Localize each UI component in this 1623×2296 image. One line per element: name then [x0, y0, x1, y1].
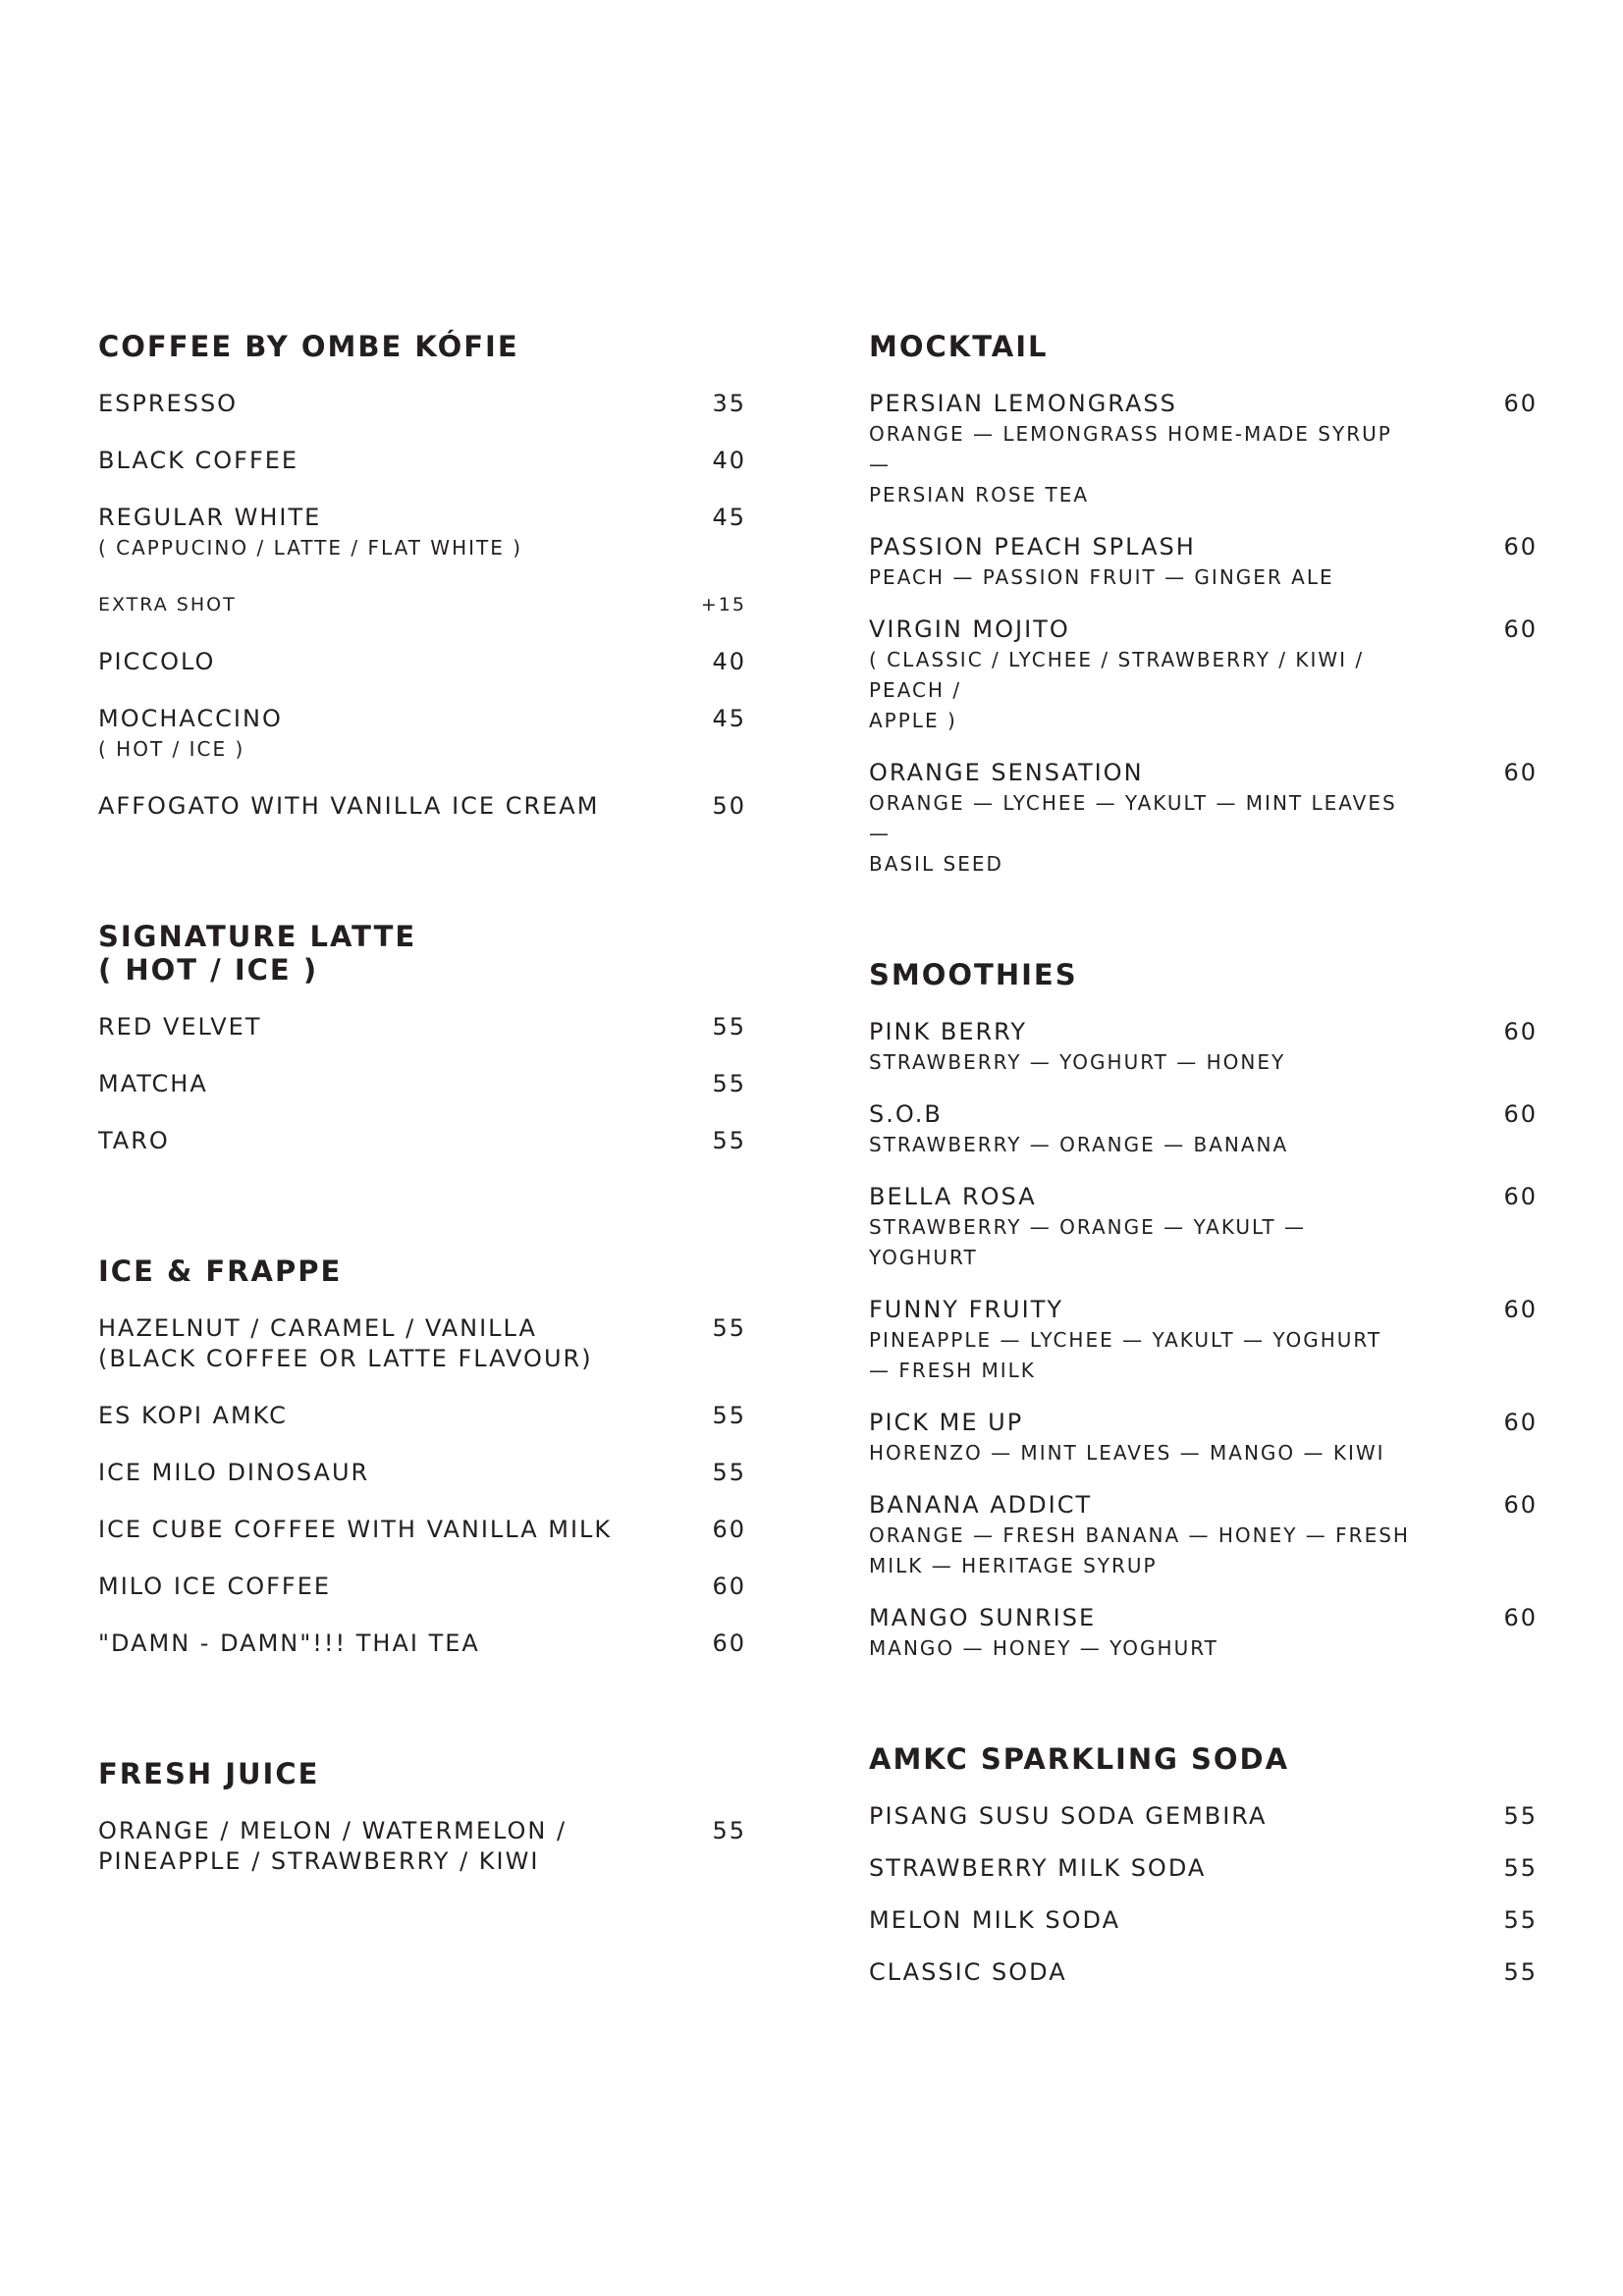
menu-item-price: 55	[712, 1127, 746, 1154]
menu-item-text	[869, 1490, 1410, 1581]
menu-item-name: S.O.B	[869, 1100, 943, 1128]
menu-section-signature-latte-hot-ice	[98, 920, 746, 1156]
menu-item-text	[98, 704, 283, 765]
menu-item-price: 55	[1503, 1958, 1538, 1986]
menu-item-name: MATCHA	[98, 1070, 208, 1097]
menu-item-name: PICCOLO	[98, 648, 216, 675]
menu-item	[869, 758, 1538, 880]
menu-item-name: MOCHACCINO	[98, 705, 283, 732]
menu-item-description: PINEAPPLE — LYCHEE — YAKULT — YOGHURT — FRESH MILK	[869, 1328, 1382, 1382]
menu-item	[869, 1490, 1538, 1581]
menu-item-description: ORANGE — LYCHEE — YAKULT — MINT LEAVES — BASIL SEED	[869, 791, 1397, 876]
menu-item-price: 40	[712, 648, 746, 675]
menu-item-price: 60	[1503, 1183, 1538, 1210]
menu-item	[869, 1408, 1538, 1468]
menu-item-name: PINK BERRY	[869, 1018, 1027, 1045]
menu-item-text	[98, 389, 238, 419]
menu-item	[869, 1603, 1538, 1664]
menu-item-name: MELON MILK SODA	[869, 1906, 1120, 1934]
section-title: AMKC SPARKLING SODA	[869, 1742, 1290, 1776]
menu-item	[98, 1313, 746, 1374]
menu-item-price: 60	[1503, 1491, 1538, 1519]
menu-item-text	[98, 1126, 170, 1156]
menu-item-price: 60	[712, 1573, 746, 1600]
section-title: COFFEE BY OMBE KÓFIE	[98, 330, 519, 363]
menu-item-text	[869, 1603, 1218, 1664]
section-title: SMOOTHIES	[869, 958, 1078, 991]
menu-item-text	[98, 446, 298, 476]
menu-item-description: STRAWBERRY — YOGHURT — HONEY	[869, 1050, 1286, 1074]
menu-item-name: MILO ICE COFFEE	[98, 1573, 332, 1600]
menu-item-name: ICE MILO DINOSAUR	[98, 1459, 370, 1486]
menu-item-text	[98, 1069, 208, 1099]
menu-item-price: 60	[1503, 1409, 1538, 1436]
menu-item-name: ORANGE / MELON / WATERMELON / PINEAPPLE / STRAWBERRY / KIWI	[98, 1817, 568, 1875]
menu-item-price: 55	[712, 1013, 746, 1041]
menu-item-price: 60	[1503, 1296, 1538, 1323]
menu-item-name: PERSIAN LEMONGRASS	[869, 390, 1177, 417]
menu-item-text	[869, 1853, 1206, 1884]
menu-item-price: 55	[712, 1459, 746, 1486]
menu-item-text	[98, 791, 599, 822]
menu-section-coffee-by-ombe-k-fie	[98, 330, 746, 822]
menu-item	[869, 389, 1538, 510]
menu-item	[869, 614, 1538, 736]
menu-section-ice-frappe	[98, 1255, 746, 1659]
menu-item-name: PASSION PEACH SPLASH	[869, 533, 1196, 561]
menu-item-name: RED VELVET	[98, 1013, 262, 1041]
menu-item-text	[98, 1012, 262, 1042]
menu-item-price: 60	[1503, 1100, 1538, 1128]
menu-item	[98, 446, 746, 476]
menu-item	[98, 1629, 746, 1659]
menu-item-name: CLASSIC SODA	[869, 1958, 1067, 1986]
menu-item	[869, 1182, 1538, 1273]
menu-item-description: STRAWBERRY — ORANGE — YAKULT — YOGHURT	[869, 1215, 1307, 1269]
menu-item-text	[869, 389, 1419, 510]
menu-item-text	[869, 758, 1419, 880]
menu-item-description: ( CAPPUCINO / LATTE / FLAT WHITE )	[98, 536, 523, 560]
menu-item-text	[869, 1099, 1288, 1160]
menu-item	[98, 1458, 746, 1488]
menu-item-name: STRAWBERRY MILK SODA	[869, 1854, 1207, 1882]
menu-item-text	[98, 1458, 369, 1488]
menu-item-text	[98, 503, 522, 563]
menu-item	[98, 1069, 746, 1099]
menu-item-description: STRAWBERRY — ORANGE — BANANA	[869, 1133, 1289, 1156]
menu-item-name: ESPRESSO	[98, 390, 239, 417]
menu-item	[98, 1126, 746, 1156]
menu-item-name: FUNNY FRUITY	[869, 1296, 1064, 1323]
menu-item-price: 55	[712, 1402, 746, 1429]
menu-item-price: 60	[1503, 533, 1538, 561]
menu-item-name: ICE CUBE COFFEE WITH VANILLA MILK	[98, 1516, 613, 1543]
menu-item-text	[869, 614, 1419, 736]
menu-item	[98, 1401, 746, 1431]
menu-item-price: 60	[1503, 1604, 1538, 1631]
menu-item	[869, 1801, 1538, 1832]
menu-item-description: ORANGE — FRESH BANANA — HONEY — FRESH MILK — HERITAGE SYRUP	[869, 1523, 1410, 1577]
menu-item-price: 45	[712, 504, 746, 531]
menu-item-price: 55	[712, 1314, 746, 1342]
menu-section-fresh-juice	[98, 1757, 746, 1877]
menu-item-description: HORENZO — MINT LEAVES — MANGO — KIWI	[869, 1441, 1385, 1465]
menu-item-name: HAZELNUT / CARAMEL / VANILLA (BLACK COFFEE OR LATTE FLAVOUR)	[98, 1314, 593, 1372]
menu-item-price: 60	[1503, 390, 1538, 417]
menu-item-name: EXTRA SHOT	[98, 594, 237, 615]
menu-item-name: PICK ME UP	[869, 1409, 1024, 1436]
menu-item-name: BANANA ADDICT	[869, 1491, 1093, 1519]
menu-item-text	[869, 1801, 1267, 1832]
menu-item	[98, 590, 746, 620]
menu-item-description: ORANGE — LEMONGRASS HOME-MADE SYRUP — PERSIAN ROSE TEA	[869, 422, 1392, 507]
menu-item-price: 55	[1503, 1906, 1538, 1934]
menu-item-price: +15	[700, 594, 746, 615]
menu-item-name: VIRGIN MOJITO	[869, 615, 1070, 643]
menu-item-text	[98, 1401, 288, 1431]
section-title: MOCKTAIL	[869, 330, 1049, 363]
section-title: ICE & FRAPPE	[98, 1255, 343, 1288]
menu-item-description: ( HOT / ICE )	[98, 737, 245, 761]
menu-item-text	[869, 1905, 1120, 1936]
menu-item-price: 55	[1503, 1802, 1538, 1830]
menu-item	[98, 503, 746, 563]
section-title: FRESH JUICE	[98, 1757, 320, 1790]
menu-item-name: TARO	[98, 1127, 170, 1154]
menu-item-price: 55	[1503, 1854, 1538, 1882]
menu-item	[869, 1099, 1538, 1160]
menu-item-price: 55	[712, 1817, 746, 1844]
menu-item-description: ( CLASSIC / LYCHEE / STRAWBERRY / KIWI / PEACH / APPLE )	[869, 648, 1365, 732]
menu-item-description: PEACH — PASSION FRUIT — GINGER ALE	[869, 565, 1334, 589]
menu-item	[98, 1572, 746, 1602]
menu-item-name: ES KOPI AMKC	[98, 1402, 288, 1429]
menu-item-name: ORANGE SENSATION	[869, 759, 1144, 786]
menu-item-name: MANGO SUNRISE	[869, 1604, 1097, 1631]
menu-item	[98, 1012, 746, 1042]
menu-item-price: 55	[712, 1070, 746, 1097]
menu-item-name: BELLA ROSA	[869, 1183, 1037, 1210]
menu-item-text	[98, 590, 237, 620]
menu-item	[98, 704, 746, 765]
menu-item-price: 60	[712, 1516, 746, 1543]
menu-item	[869, 532, 1538, 593]
menu-item-text	[98, 1313, 593, 1374]
menu-item	[98, 647, 746, 677]
menu-item-name: PISANG SUSU SODA GEMBIRA	[869, 1802, 1268, 1830]
menu-item-text	[98, 1629, 480, 1659]
menu-item	[98, 389, 746, 419]
menu-item-name: REGULAR WHITE	[98, 504, 322, 531]
menu-item-text	[869, 1408, 1385, 1468]
menu-item-name: BLACK COFFEE	[98, 447, 299, 474]
menu-item	[98, 1515, 746, 1545]
menu-section-amkc-sparkling-soda	[869, 1742, 1538, 1988]
menu-item-description: MANGO — HONEY — YOGHURT	[869, 1636, 1218, 1660]
menu-section-mocktail	[869, 330, 1538, 880]
menu-item-price: 45	[712, 705, 746, 732]
menu-item-price: 50	[712, 792, 746, 820]
menu-item-text	[869, 1182, 1419, 1273]
menu-item	[869, 1905, 1538, 1936]
menu-item-text	[869, 532, 1334, 593]
menu-section-smoothies	[869, 958, 1538, 1664]
menu-item	[869, 1017, 1538, 1078]
menu-item-price: 60	[1503, 759, 1538, 786]
menu-item-text	[98, 1816, 567, 1877]
menu-item-price: 35	[712, 390, 746, 417]
menu-item-text	[869, 1957, 1067, 1988]
menu-item-price: 60	[1503, 1018, 1538, 1045]
menu-item-price: 60	[712, 1629, 746, 1657]
menu-item-text	[869, 1295, 1381, 1386]
menu-item-name: AFFOGATO WITH VANILLA ICE CREAM	[98, 792, 600, 820]
menu-item	[98, 1816, 746, 1877]
menu-item-text	[98, 1515, 612, 1545]
menu-item	[869, 1853, 1538, 1884]
menu-item	[98, 791, 746, 822]
menu-column-left	[98, 330, 746, 1975]
menu-item-name: "DAMN - DAMN"!!! THAI TEA	[98, 1629, 480, 1657]
menu-item-text	[98, 647, 215, 677]
menu-item	[869, 1295, 1538, 1386]
menu-item-price: 40	[712, 447, 746, 474]
menu-item-text	[869, 1017, 1285, 1078]
section-title: SIGNATURE LATTE ( HOT / ICE )	[98, 920, 417, 987]
menu-item-text	[98, 1572, 331, 1602]
menu-item	[869, 1957, 1538, 1988]
menu-column-right	[869, 330, 1538, 2066]
menu-item-price: 60	[1503, 615, 1538, 643]
